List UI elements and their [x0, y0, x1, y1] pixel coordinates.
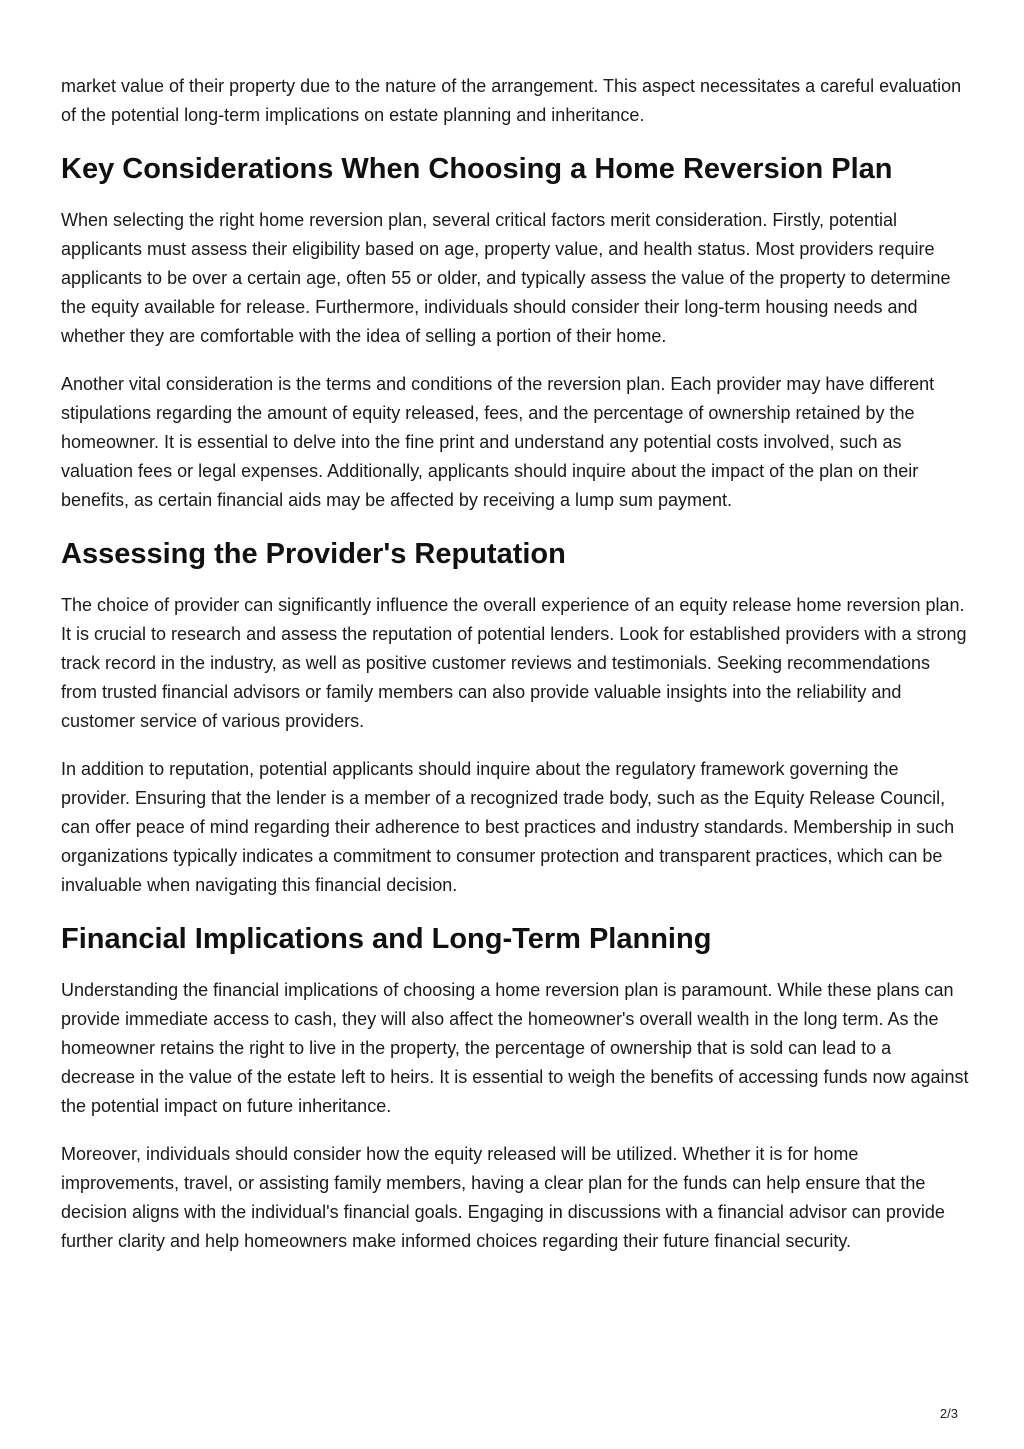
- section-paragraph: Moreover, individuals should consider how the equity released will be utilized. Whether it is for home improvements, travel, or assisting family members, having a clear plan for the funds can help ensure that the decision aligns with the individual's financial goals. Engaging in discussions with a financial advisor can provide further clarity and help homeowners make informed choices regarding their future financial security.: [61, 1144, 945, 1251]
- section-heading: Financial Implications and Long-Term Planning: [61, 923, 712, 955]
- section-heading: Assessing the Provider's Reputation: [61, 538, 566, 570]
- section-paragraph: The choice of provider can significantly influence the overall experience of an equity release home reversion plan. It is crucial to research and assess the reputation of potential lenders. Look for established providers with a strong track record in the industry, as well as positive customer reviews and testimonials. Seeking recommendations from trusted financial advisors or family members can also provide valuable insights into the reliability and customer service of various providers.: [61, 595, 967, 731]
- section-key-considerations: [61, 149, 969, 515]
- section-paragraph: When selecting the right home reversion plan, several critical factors merit consideration. Firstly, potential applicants must assess their eligibility based on age, property value, and health status. Most providers require applicants to be over a certain age, often 55 or older, and typically assess the value of the property to determine the equity available for release. Furthermore, individuals should consider their long-term housing needs and whether they are comfortable with the idea of selling a portion of their home.: [61, 210, 951, 346]
- section-paragraph: In addition to reputation, potential applicants should inquire about the regulatory framework governing the provider. Ensuring that the lender is a member of a recognized trade body, such as the Equity Release Council, can offer peace of mind regarding their adherence to best practices and industry standards. Membership in such organizations typically indicates a commitment to consumer protection and transparent practices, which can be invaluable when navigating this financial decision.: [61, 759, 955, 895]
- section-paragraph: Another vital consideration is the terms and conditions of the reversion plan. Each provider may have different stipulations regarding the amount of equity released, fees, and the percentage of ownership retained by the homeowner. It is essential to delve into the fine print and understand any potential costs involved, such as valuation fees or legal expenses. Additionally, applicants should inquire about the impact of the plan on their benefits, as certain financial aids may be affected by receiving a lump sum payment.: [61, 374, 935, 510]
- section-paragraph: Understanding the financial implications of choosing a home reversion plan is paramount. While these plans can provide immediate access to cash, they will also affect the homeowner's overall wealth in the long term. As the homeowner retains the right to live in the property, the percentage of ownership that is sold can lead to a decrease in the value of the estate left to heirs. It is essential to weigh the benefits of accessing funds now against the potential impact on future inheritance.: [61, 980, 969, 1116]
- section-financial-implications: [61, 919, 969, 1256]
- intro-paragraph: market value of their property due to the nature of the arrangement. This aspect necessitates a careful evaluation of the potential long-term implications on estate planning and inheritance.: [61, 76, 962, 125]
- section-heading: Key Considerations When Choosing a Home Reversion Plan: [61, 153, 893, 185]
- page-number: 2/3: [939, 1406, 958, 1421]
- section-provider-reputation: [61, 534, 969, 900]
- document-page: [61, 72, 969, 1275]
